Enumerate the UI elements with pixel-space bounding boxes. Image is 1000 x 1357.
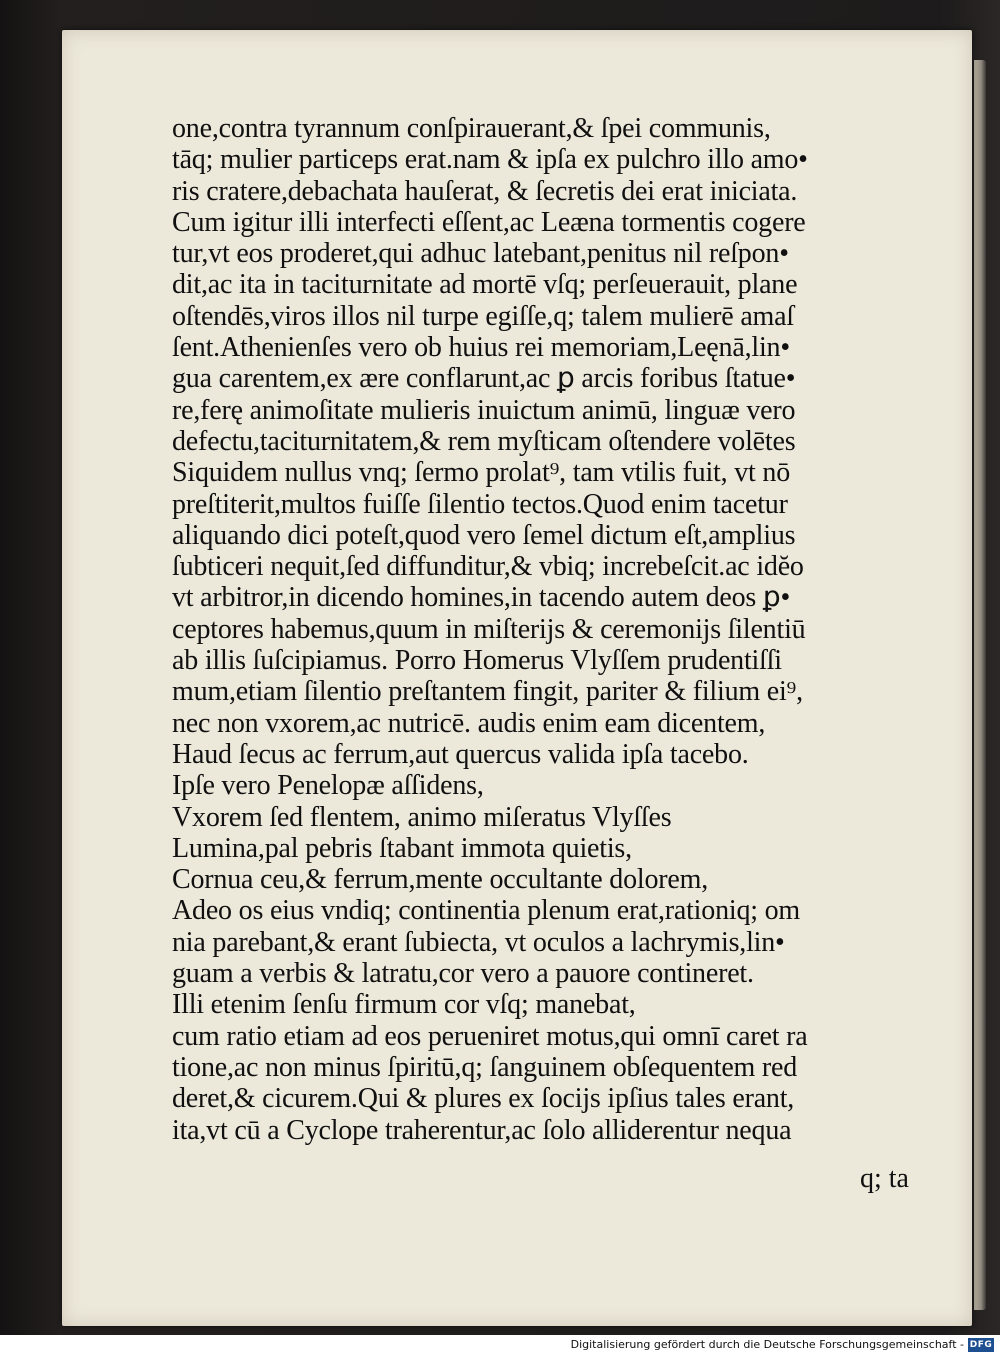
text-line: dit,ac ita in taciturnitate ad mortē vſq; perſeuerauit, plane [172, 269, 798, 301]
text-line: nec non vxorem,ac nutricē. audis enim eam dicentem, [172, 707, 766, 739]
page-text [172, 113, 942, 1146]
text-line: guam a verbis & latratu,cor vero a pauore contineret. [172, 958, 754, 990]
text-line: Cum igitur illi interfecti eſſent,ac Leæna tormentis cogere [172, 206, 806, 238]
verse-line: Illi etenim ſenſu firmum cor vſq; manebat, [172, 989, 636, 1021]
text-line: ris cratere,debachata hauſerat, & ſecretis dei erat iniciata. [172, 175, 798, 207]
footer-bar [0, 1335, 1000, 1357]
text-line: vt arbitror,in dicendo homines,in tacendo autem deos ꝑ• [172, 582, 791, 614]
text-line: Siquidem nullus vnq; ſermo prolat⁹, tam vtilis fuit, vt nō [172, 457, 791, 489]
text-line: Adeo os eius vndiq; continentia plenum erat,rationiq; om [172, 895, 801, 927]
verse-line: Ipſe vero Penelopæ aſſidens, [172, 770, 484, 802]
text-line: defectu,taciturnitatem,& rem myſticam oſtendere volētes [172, 425, 796, 457]
page-edge [974, 60, 986, 1310]
verse-line: Vxorem ſed flentem, animo miſeratus Vlyſſes [172, 801, 672, 833]
text-line: oſtendēs,viros illos nil turpe egiſſe,q; talem mulierē amaſ [172, 300, 794, 332]
verse-line: Haud ſecus ac ferrum,aut quercus valida ipſa tacebo. [172, 738, 749, 770]
text-line: mum,etiam ſilentio preſtantem fingit, pariter & filium ei⁹, [172, 676, 803, 708]
verse-line: Cornua ceu,& ferrum,mente occultante dolorem, [172, 864, 709, 896]
text-line: gua carentem,ex ære conflarunt,ac ꝑ arcis foribus ſtatue• [172, 363, 796, 395]
text-line: one,contra tyrannum conſpirauerant,& ſpei communis, [172, 113, 771, 144]
text-line: tāq; mulier particeps erat.nam & ipſa ex pulchro illo amo• [172, 144, 808, 176]
text-line: tur,vt eos proderet,qui adhuc latebant,penitus nil reſpon• [172, 238, 789, 270]
text-line: aliquando dici poteſt,quod vero ſemel dictum eſt,amplius [172, 519, 796, 551]
verse-line: Lumina,pal pebris ſtabant immota quietis, [172, 832, 632, 864]
text-line: ſubticeri nequit,ſed diffunditur,& vbiq; increbeſcit.ac idĕo [172, 551, 804, 583]
text-line: tione,ac non minus ſpiritū,q; ſanguinem obſequentem red [172, 1051, 798, 1083]
text-line: re,ferę animoſitate mulieris inuictum animū, linguæ vero [172, 394, 796, 426]
footer-credit: Digitalisierung gefördert durch die Deutsche Forschungsgemeinschaft - [570, 1338, 964, 1351]
text-line: preſtiterit,multos fuiſſe ſilentio tectos.Quod enim tacetur [172, 488, 788, 520]
text-line: ita,vt cū a Cyclope traherentur,ac ſolo alliderentur nequa [172, 1114, 792, 1146]
text-line: cum ratio etiam ad eos perueniret motus,qui omnī caret ra [172, 1020, 808, 1052]
text-line: nia parebant,& erant ſubiecta, vt oculos a lachrymis,lin• [172, 926, 785, 958]
text-line: deret,& cicurem.Qui & plures ex ſocijs ipſius tales erant, [172, 1083, 795, 1115]
text-line: ceptores habemus,quum in miſterijs & ceremonijs ſilentiū [172, 613, 806, 645]
text-line: ſent.Athenienſes vero ob huius rei memoriam,Leęnā,lin• [172, 332, 790, 364]
dfg-logo-icon[interactable]: DFG [969, 1340, 993, 1350]
catchword: q; ta [860, 1163, 909, 1194]
text-line: ab illis ſuſcipiamus. Porro Homerus Vlyſſem prudentiſſi [172, 645, 782, 677]
